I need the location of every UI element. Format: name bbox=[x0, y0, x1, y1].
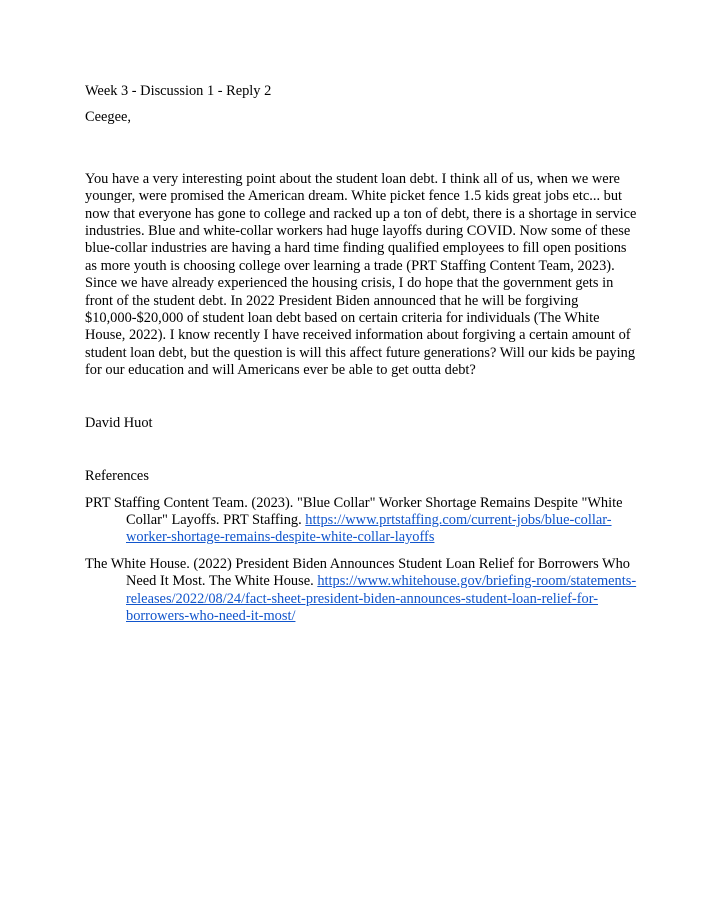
reference-citation-text: The White House. (2022) President Biden Announces Student Loan Relief for Borrowers Who Need It Most. The White House. bbox=[85, 555, 631, 590]
signature: David Huot bbox=[85, 414, 153, 431]
salutation: Ceegee, bbox=[85, 109, 131, 126]
document-heading: Week 3 - Discussion 1 - Reply 2 bbox=[85, 83, 272, 99]
reference-link[interactable]: https://www.whitehouse.gov/briefing-room/statements-releases/2022/08/24/fact-sheet-president-biden-announces-student-loan-relief-for-borrowers-who-need-it-most/ bbox=[126, 573, 637, 624]
document-page bbox=[85, 83, 637, 634]
reference-entry bbox=[85, 495, 637, 547]
references-heading: References bbox=[85, 468, 149, 485]
reference-citation-text: PRT Staffing Content Team. (2023). "Blue Collar" Worker Shortage Remains Despite "White Collar" Layoffs. PRT Staffing. bbox=[85, 494, 623, 528]
reference-link[interactable]: https://www.prtstaffing.com/current-jobs/blue-collar-worker-shortage-remains-despite-white-collar-layoffs bbox=[126, 511, 612, 546]
reference-entry bbox=[85, 556, 637, 626]
body-paragraph: You have a very interesting point about the student loan debt. I think all of us, when we were younger, were promised the American dream. White picket fence 1.5 kids great jobs etc... but now that everyone has gone to college and racked up a ton of debt, there is a shortage in service industries. Blue and white-collar workers had huge layoffs during COVID. Now some of these blue-collar industries are having a hard time finding qualified employees to fill open positions as more youth is choosing college over learning a trade (PRT Staffing Content Team, 2023). Since we have already experienced the housing crisis, I do hope that the government gets in front of the student debt. In 2022 President Biden announced that he will be forgiving $10,000-$20,000 of student loan debt based on certain criteria for individuals (The White House, 2022). I know recently I have received information about forgiving a certain amount of student loan debt, but the question is will this affect future generations? Will our kids be paying for our education and will Americans ever be able to get outta debt? bbox=[85, 170, 637, 379]
